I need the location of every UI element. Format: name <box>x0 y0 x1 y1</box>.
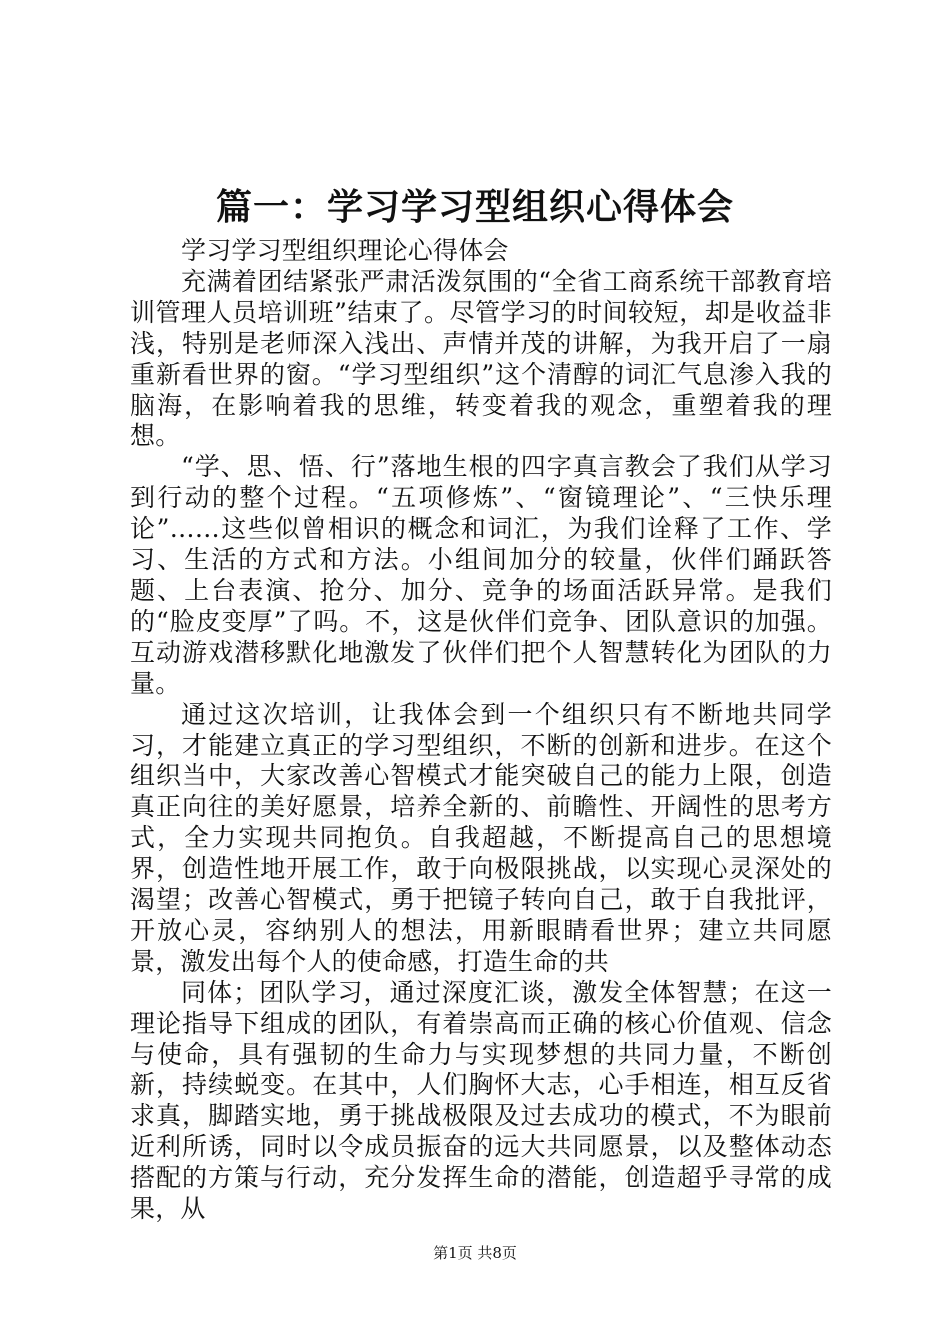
paragraph-1: 充满着团结紧张严肃活泼氛围的“全省工商系统干部教育培训管理人员培训班”结束了。尽管学习的时间较短，却是收益非浅，特别是老师深入浅出、声情并茂的讲解，为我开启了一扇重新看世界的窗。“学习型组织”这个清醇的词汇气息渗入我的脑海，在影响着我的思维，转变着我的观念，重塑着我的理想。 <box>130 266 832 451</box>
page-number-footer: 第1页 共8页 <box>433 1244 517 1262</box>
paragraph-4: 同体；团队学习，通过深度汇谈，激发全体智慧；在这一理论指导下组成的团队，有着崇高而正确的核心价值观、信念与使命，具有强韧的生命力与实现梦想的共同力量，不断创新，持续蜕变。在其中，人们胸怀大志，心手相连，相互反省求真，脚踏实地，勇于挑战极限及过去成功的模式，不为眼前近利所诱，同时以令成员振奋的远大共同愿景，以及整体动态搭配的方策与行动，充分发挥生命的潜能，创造超乎寻常的成果，从 <box>130 977 832 1224</box>
document-body <box>130 236 832 1225</box>
paragraph-2: “学、思、悟、行”落地生根的四字真言教会了我们从学习到行动的整个过程。“五项修炼”、“窗镜理论”、“三快乐理论”……这些似曾相识的概念和词汇，为我们诠释了工作、学习、生活的方式和方法。小组间加分的较量，伙伴们踊跃答题、上台表演、抢分、加分、竞争的场面活跃异常。是我们的“脸皮变厚”了吗。不，这是伙伴们竞争、团队意识的加强。互动游戏潜移默化地激发了伙伴们把个人智慧转化为团队的力量。 <box>130 452 832 698</box>
document-subtitle: 学习学习型组织理论心得体会 <box>181 236 509 265</box>
paragraph-3: 通过这次培训，让我体会到一个组织只有不断地共同学习，才能建立真正的学习型组织，不断的创新和进步。在这个组织当中，大家改善心智模式才能突破自己的能力上限，创造真正向往的美好愿景，培养全新的、前瞻性、开阔性的思考方式，全力实现共同抱负。自我超越，不断提高自己的思想境界，创造性地开展工作，敢于向极限挑战，以实现心灵深处的渴望；改善心智模式，勇于把镜子转向自己，敢于自我批评，开放心灵，容纳别人的想法，用新眼睛看世界；建立共同愿景，激发出每个人的使命感，打造生命的共 <box>130 699 832 976</box>
document-title: 篇一：学习学习型组织心得体会 <box>215 187 734 228</box>
